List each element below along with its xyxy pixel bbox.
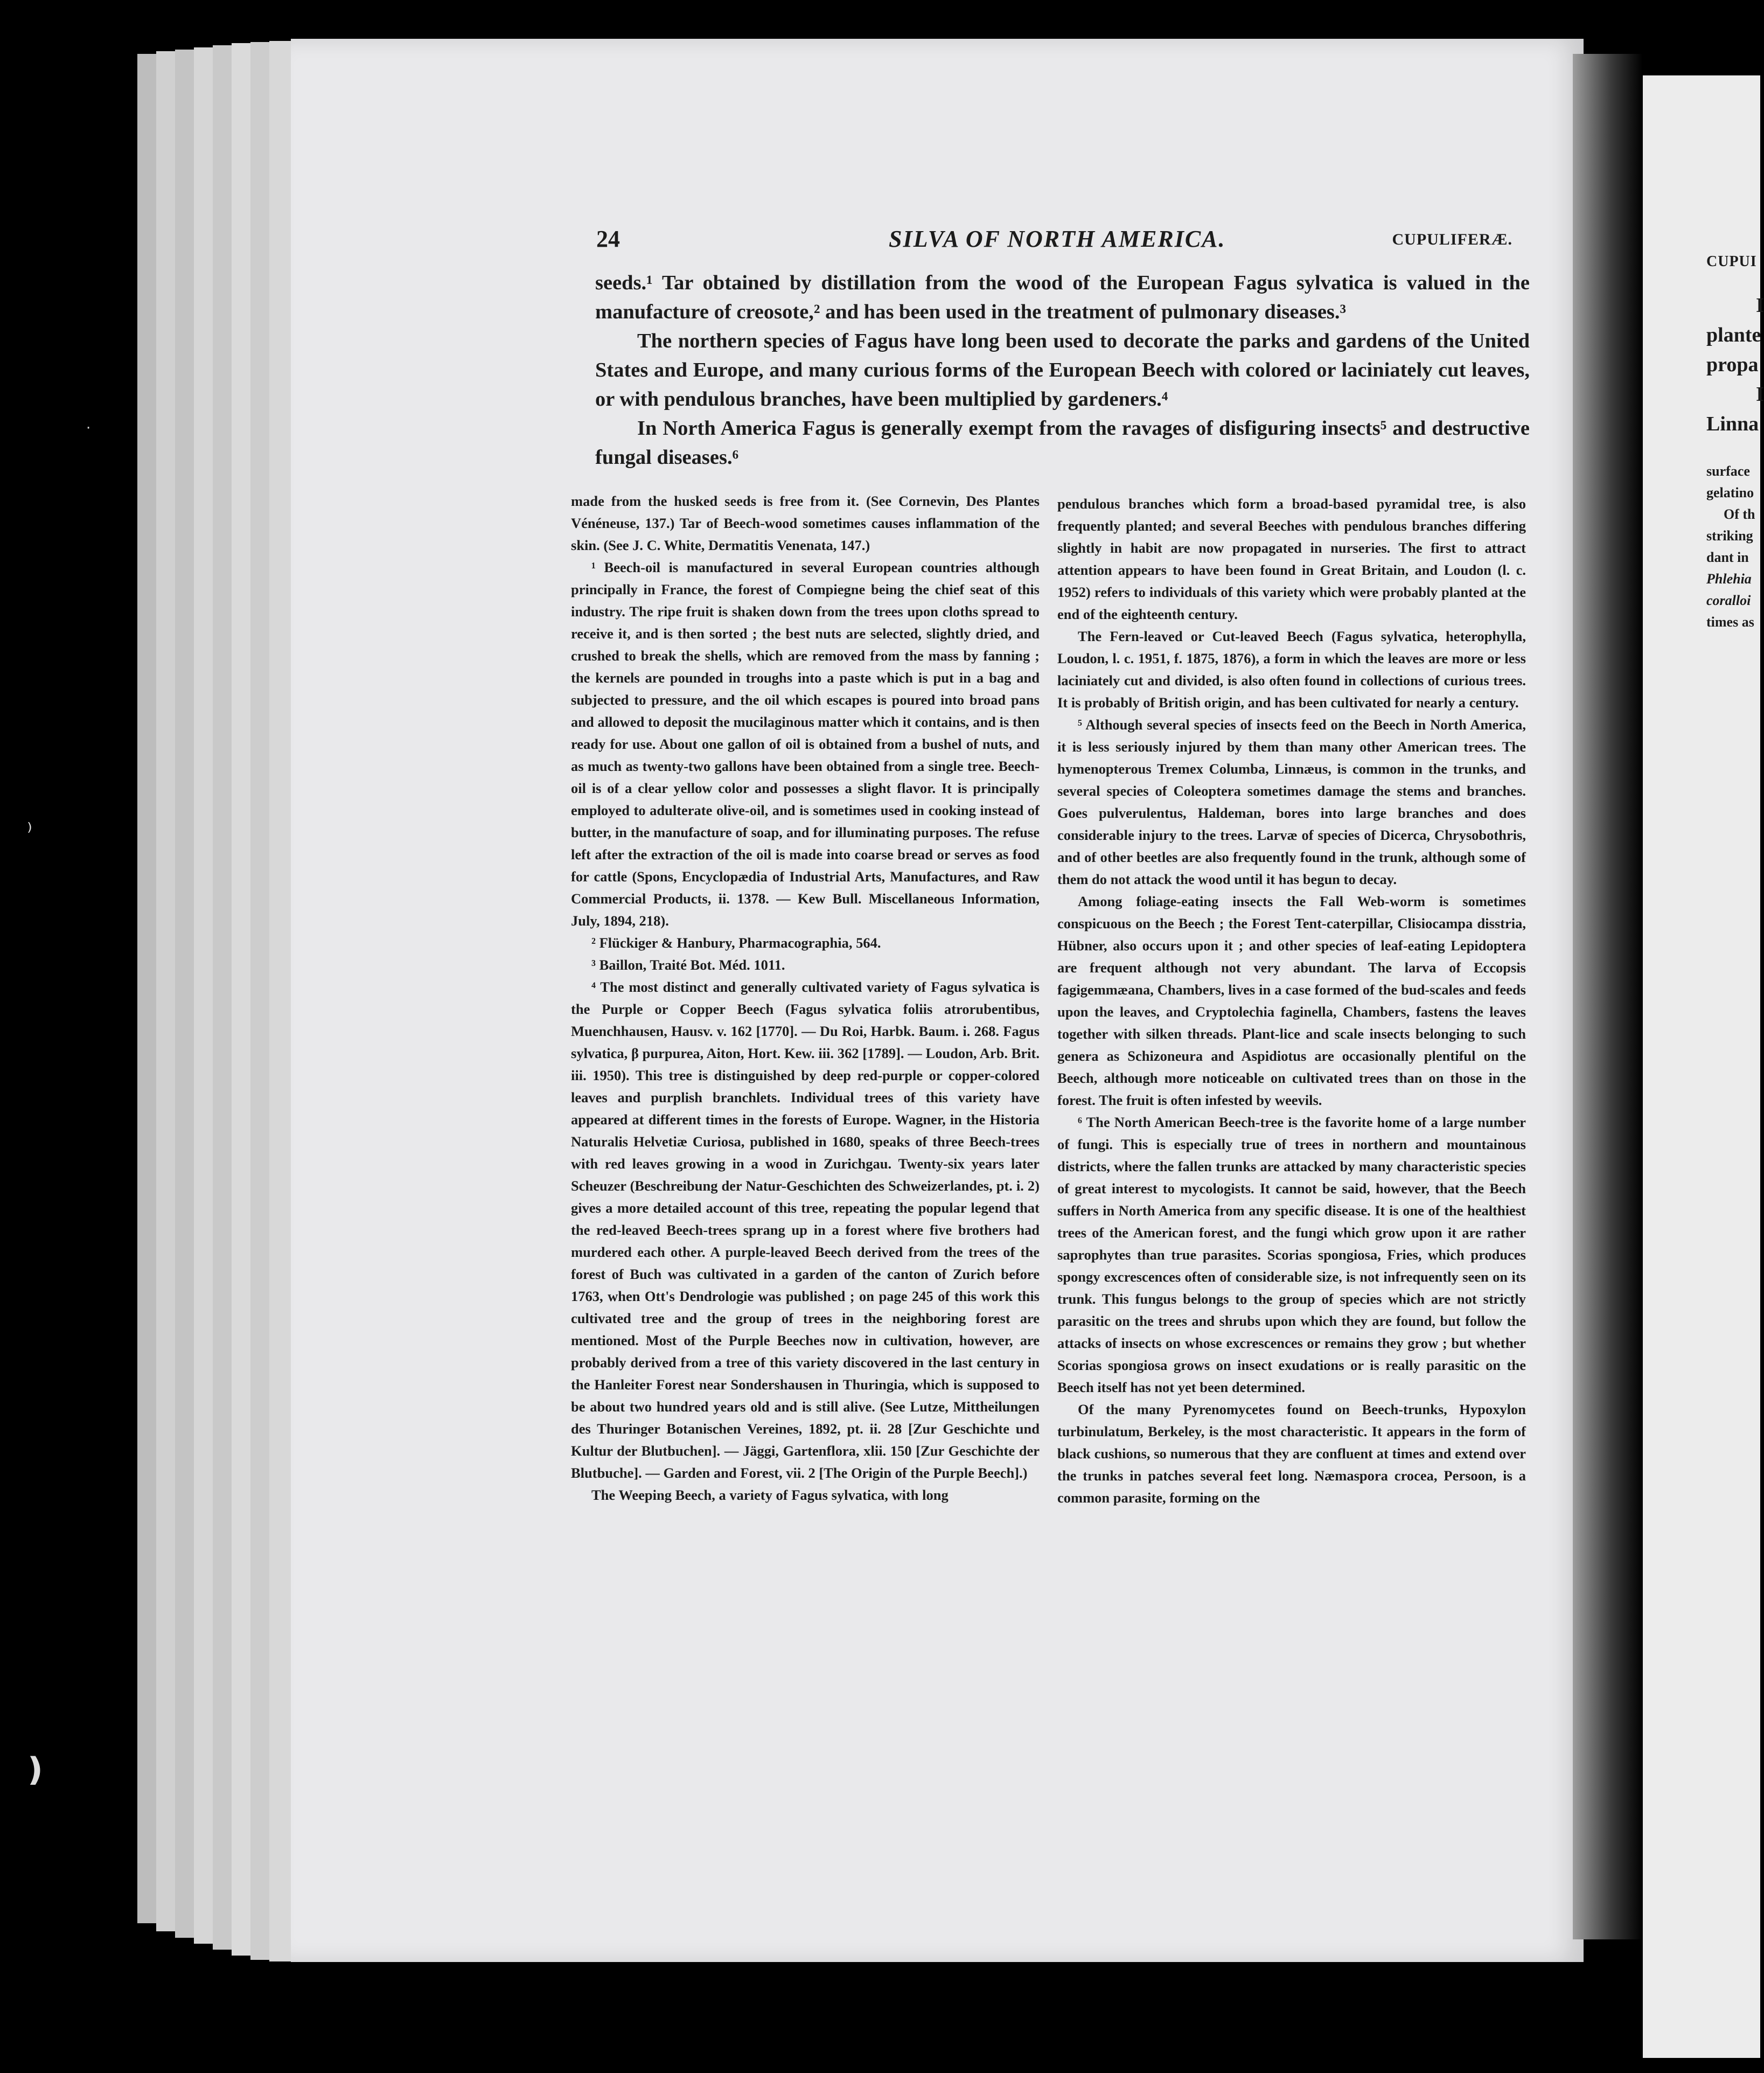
next-page-line: I xyxy=(1756,294,1764,317)
scan-artifact-icon: · xyxy=(86,420,91,436)
scan-artifact-icon: ❫ xyxy=(22,1751,49,1789)
page-edge xyxy=(269,41,292,1961)
next-page-line: coralloi xyxy=(1706,593,1751,608)
page-number: 24 xyxy=(596,226,620,252)
scan-artifact-icon: ⁾ xyxy=(27,819,32,844)
next-page-line: surface xyxy=(1706,463,1750,479)
next-page-line: Linna xyxy=(1706,413,1759,435)
footnote-paragraph: ² Flückiger & Hanbury, Pharmacographia, 564. xyxy=(591,935,881,951)
next-page-heading: CUPUI xyxy=(1706,253,1757,270)
footnote-column-right xyxy=(1057,493,1526,1509)
footnote-paragraph: Among foliage-eating insects the Fall Web-worm is sometimes conspicuous on the Beech ; the Forest Tent-caterpillar, Clisiocampa disstria, Hübner, also occurs upon it ; and other species of leaf-eating Lepidoptera are frequent although not very abundant. The larva of Eccopsis fagigemmæana, Chambers, lives in a case formed of the bud-scales and feeds upon the leaves, and Cryptolechia faginella, Chambers, fastens the leaves together with silken threads. Plant-lice and scale insects belonging to such genera as Schizoneura and Aspidiotus are occasionally plentiful on the Beech, although more noticeable on cultivated trees than on those in the forest. The fruit is often infested by weevils. xyxy=(1057,893,1526,1108)
footnote-paragraph: The Weeping Beech, a variety of Fagus sylvatica, with long xyxy=(591,1487,949,1503)
footnote-paragraph: Of the many Pyrenomycetes found on Beech-trunks, Hypoxylon turbinulatum, Berkeley, is the most characteristic. It appears in the form of black cushions, so numerous that they are confluent at times and extend over the trunks in patches several feet long. Næmaspora crocea, Persoon, is a common parasite, forming on the xyxy=(1057,1401,1526,1506)
section-heading: CUPULIFERÆ. xyxy=(1392,231,1512,248)
main-paragraph: In North America Fagus is generally exempt from the ravages of disfiguring insects⁵ and destructive fungal diseases.⁶ xyxy=(595,417,1530,469)
footnote-paragraph: ⁶ The North American Beech-tree is the favorite home of a large number of fungi. This is especially true of trees in northern and mountainous districts, where the fallen trunks are attacked by many characteristic species of great interest to mycologists. It cannot be said, however, that the Beech suffers in North America from any specific disease. It is one of the healthiest trees of the American forest, and the fungi which grow upon it are rather saprophytes than true parasites. Scorias spongiosa, Fries, which produces spongy excrescences often of considerable size, is not infrequently seen on its trunk. This fungus belongs to the group of species which are not strictly parasitic on the trees and shrubs upon which they are found, but follow the attacks of insects on whose excrescences or remains they grow ; but whether Scorias spongiosa grows on insect exudations or is really parasitic on the Beech itself has not yet been determined. xyxy=(1057,1114,1526,1395)
next-page-line: propa xyxy=(1706,353,1759,376)
running-title: SILVA OF NORTH AMERICA. xyxy=(889,226,1226,252)
main-text xyxy=(595,268,1530,472)
footnote-paragraph: ⁵ Although several species of insects feed on the Beech in North America, it is less seriously injured by them than many other American trees. The hymenopterous Tremex Columba, Linnæus, is common in the trunks, and several species of Coleoptera sometimes damage the stems and branches. Goes pulverulentus, Haldeman, bores into large branches and does considerable injury to the trees. Larvæ of species of Dicerca, Chrysobothris, and of other beetles are also frequently found in the trunk, although some of them do not attack the wood until it has begun to decay. xyxy=(1057,716,1526,887)
next-page-line: gelatino xyxy=(1706,485,1754,500)
next-page-line: Phlehia xyxy=(1706,571,1752,587)
next-page-line: Of th xyxy=(1724,506,1755,522)
page-gutter xyxy=(1573,54,1643,1939)
next-page-line: plante xyxy=(1706,324,1761,346)
footnote-paragraph: ⁴ The most distinct and generally cultivated variety of Fagus sylvatica is the Purple or Copper Beech (Fagus sylvatica foliis atrorubentibus, Muenchhausen, Hausv. v. 162 [1770]. — Du Roi, Harbk. Baum. i. 268. Fagus sylvatica, β purpurea, Aiton, Hort. Kew. iii. 362 [1789]. — Loudon, Arb. Brit. iii. 1950). This tree is distinguished by deep red-purple or copper-colored leaves and purplish branchlets. Individual trees of this variety have appeared at different times in the forests of Europe. Wagner, in the Historia Naturalis Helvetiæ Curiosa, published in 1680, speaks of three Beech-trees with red leaves growing in a wood in Zurichgau. Twenty-six years later Scheuzer (Beschreibung der Natur-Geschichten des Schweizerlandes, pt. i. 2) gives a more detailed account of this tree, repeating the popular legend that the red-leaved Beech-trees sprang up in a forest where five brothers had murdered each other. A purple-leaved Beech derived from the trees of the forest of Buch was cultivated in a garden of the canton of Zurich before 1763, when Ott's Dendrologie was published ; on page 245 of this work this cultivated tree and the group of trees in the neighboring forest are mentioned. Most of the Purple Beeches now in cultivation, however, are probably derived from a tree of this variety discovered in the last century in the Hanleiter Forest near Sondershausen in Thuringia, which is supposed to be about two hundred years old and is still alive. (See Lutze, Mittheilungen des Thuringer Botanischen Vereines, 1892, pt. ii. 28 [Zur Geschichte und Kultur der Blutbuchen]. — Jäggi, Gartenflora, xlii. 150 [Zur Geschichte der Blutbuche]. — Garden and Forest, vii. 2 [The Origin of the Purple Beech].) xyxy=(571,979,1040,1481)
next-page-line: dant in xyxy=(1706,549,1749,565)
main-paragraph: seeds.¹ Tar obtained by distillation from the wood of the European Fagus sylvatica is valued in the manufacture of creosote,² and has been used in the treatment of pulmonary diseases.³ xyxy=(595,272,1530,323)
footnote-paragraph: made from the husked seeds is free from it. (See Cornevin, Des Plantes Vénéneuse, 137.) Tar of Beech-wood sometimes causes inflammation of the skin. (See J. C. White, Dermatitis Venenata, 147.) xyxy=(571,493,1040,553)
footnote-column-left xyxy=(571,490,1040,1506)
next-page-line: times as xyxy=(1706,614,1754,630)
footnote-paragraph: ¹ Beech-oil is manufactured in several European countries although principally in France, the forest of Compiegne being the chief seat of this industry. The ripe fruit is shaken down from the trees upon cloths spread to receive it, and is then sorted ; the best nuts are selected, slightly dried, and crushed to break the shells, which are removed from the mass by fanning ; the kernels are pounded in troughs into a paste which is put in a bag and subjected to pressure, and the oil which escapes is poured into broad pans and allowed to deposit the mucilaginous matter which it contains, and is then ready for use. About one gallon of oil is obtained from a bushel of nuts, and as much as twenty-two gallons have been obtained from a single tree. Beech-oil is of a clear yellow color and possesses a slight flavor. It is principally employed to adulterate olive-oil, and is sometimes used in cooking instead of butter, in the manufacture of soap, and for illuminating purposes. The refuse left after the extraction of the oil is made into coarse bread or serves as food for cattle (Spons, Encyclopædia of Industrial Arts, Manufactures, and Raw Commercial Products, ii. 1378. — Kew Bull. Miscellaneous Information, July, 1894, 218). xyxy=(571,559,1040,929)
footnote-paragraph: ³ Baillon, Traité Bot. Méd. 1011. xyxy=(591,957,785,973)
footnote-paragraph: pendulous branches which form a broad-based pyramidal tree, is also frequently planted; and several Beeches with pendulous branches differing slightly in habit are now propagated in nurseries. The first to attract attention appears to have been found in Great Britain, and Loudon (l. c. 1952) refers to individuals of this variety which were probably planted at the end of the eighteenth century. xyxy=(1057,496,1526,622)
next-page-line: I xyxy=(1756,383,1764,406)
main-paragraph: The northern species of Fagus have long been used to decorate the parks and gardens of the United States and Europe, and many curious forms of the European Beech with colored or laciniately cut leaves, or with pendulous branches, have been multiplied by gardeners.⁴ xyxy=(595,330,1530,411)
next-page-line: striking xyxy=(1706,528,1753,544)
next-page-fragment xyxy=(1643,75,1764,2058)
footnote-paragraph: The Fern-leaved or Cut-leaved Beech (Fagus sylvatica, heterophylla, Loudon, l. c. 1951, f. 1875, 1876), a form in which the leaves are more or less laciniately cut and divided, is also often found in collections of curious trees. It is probably of British origin, and has been cultivated for nearly a century. xyxy=(1057,628,1526,711)
